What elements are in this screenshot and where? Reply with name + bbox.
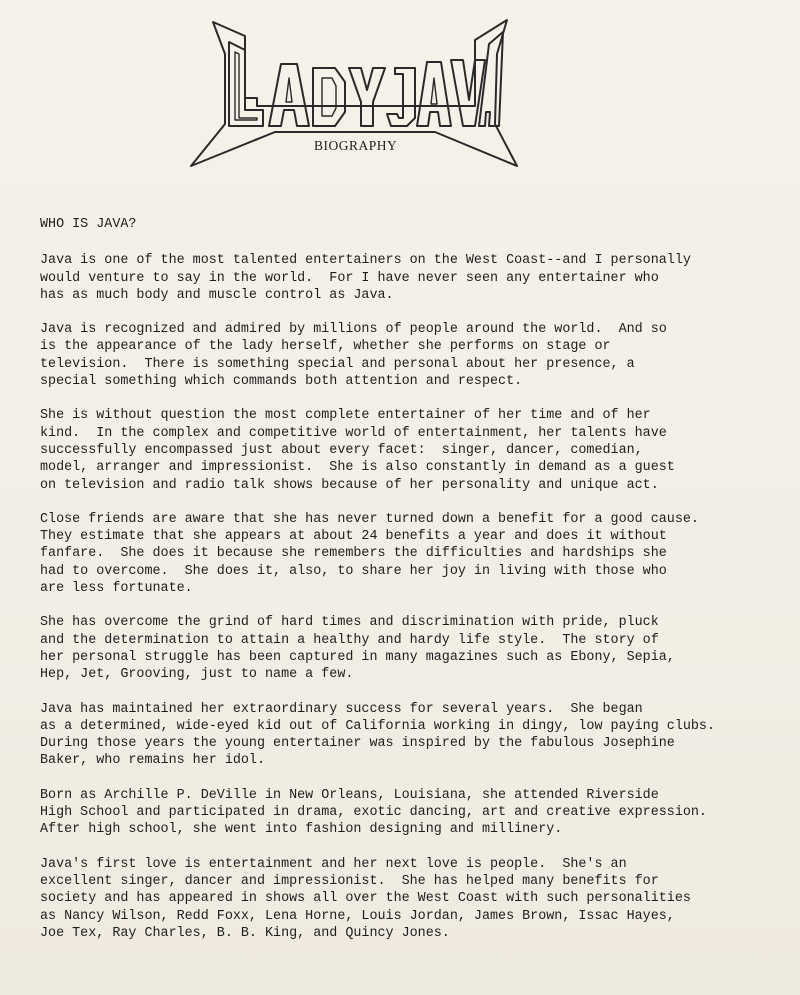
paragraph-line: has as much body and muscle control as Java. bbox=[40, 287, 394, 303]
paragraph-line: Java has maintained her extraordinary success for several years. She began bbox=[40, 701, 643, 717]
paragraph-line: television. There is something special and personal about her presence, a bbox=[40, 356, 635, 372]
biography-body bbox=[40, 216, 780, 959]
paragraph-line: They estimate that she appears at about 24 benefits a year and does it without bbox=[40, 529, 667, 545]
section-heading: WHO IS JAVA? bbox=[40, 217, 137, 232]
paragraph-line: model, arranger and impressionist. She is also constantly in demand as a guest bbox=[40, 460, 675, 476]
paragraph-line: Born as Archille P. DeVille in New Orleans, Louisiana, she attended Riverside bbox=[40, 787, 659, 803]
paragraph-line: special something which commands both attention and respect. bbox=[40, 374, 523, 390]
paragraph-line: as Nancy Wilson, Redd Foxx, Lena Horne, Louis Jordan, James Brown, Issac Hayes, bbox=[40, 908, 675, 924]
paragraph-line: is the appearance of the lady herself, whether she performs on stage or bbox=[40, 339, 611, 355]
paragraph-line: Java is recognized and admired by millions of people around the world. And so bbox=[40, 322, 667, 338]
paragraph-2 bbox=[40, 321, 780, 390]
paragraph-line: her personal struggle has been captured in many magazines such as Ebony, Sepia, bbox=[40, 649, 675, 665]
paragraph-line: After high school, she went into fashion designing and millinery. bbox=[40, 822, 563, 838]
paragraph-line: Joe Tex, Ray Charles, B. B. King, and Quincy Jones. bbox=[40, 925, 450, 941]
paragraph-line: and the determination to attain a healthy and hardy life style. The story of bbox=[40, 632, 659, 648]
paragraph-6 bbox=[40, 701, 780, 770]
paragraph-8 bbox=[40, 856, 780, 942]
paragraph-line: on television and radio talk shows because of her personality and unique act. bbox=[40, 477, 659, 493]
paragraph-line: She has overcome the grind of hard times and discrimination with pride, pluck bbox=[40, 615, 659, 631]
paragraph-5 bbox=[40, 614, 780, 683]
paragraph-3 bbox=[40, 407, 780, 493]
paragraph-7 bbox=[40, 787, 780, 839]
paragraph-line: as a determined, wide-eyed kid out of California working in dingy, low paying clubs. bbox=[40, 718, 715, 734]
paragraph-line: would venture to say in the world. For I have never seen any entertainer who bbox=[40, 270, 659, 286]
paragraph-line: are less fortunate. bbox=[40, 581, 193, 597]
paragraph-line: excellent singer, dancer and impressionist. She has helped many benefits for bbox=[40, 873, 659, 889]
paragraph-line: Close friends are aware that she has never turned down a benefit for a good cause. bbox=[40, 511, 699, 527]
paragraph-line: She is without question the most complete entertainer of her time and of her bbox=[40, 408, 651, 424]
paragraph-line: fanfare. She does it because she remembers the difficulties and hardships she bbox=[40, 546, 667, 562]
paragraph-line: During those years the young entertainer was inspired by the fabulous Josephine bbox=[40, 736, 675, 752]
paragraph-1 bbox=[40, 252, 780, 304]
paragraph-line: Hep, Jet, Grooving, just to name a few. bbox=[40, 667, 354, 683]
paragraph-line: Baker, who remains her idol. bbox=[40, 753, 265, 769]
paragraph-line: Java is one of the most talented entertainers on the West Coast--and I personally bbox=[40, 253, 691, 269]
document-subtitle: BIOGRAPHY bbox=[314, 138, 398, 153]
paragraph-line: kind. In the complex and competitive world of entertainment, her talents have bbox=[40, 425, 667, 441]
paragraph-line: had to overcome. She does it, also, to share her joy in living with those who bbox=[40, 563, 667, 579]
paragraph-line: High School and participated in drama, exotic dancing, art and creative expression. bbox=[40, 805, 707, 821]
paragraph-4 bbox=[40, 511, 780, 597]
paragraph-line: Java's first love is entertainment and her next love is people. She's an bbox=[40, 856, 627, 872]
paragraph-line: successfully encompassed just about every facet: singer, dancer, comedian, bbox=[40, 442, 643, 458]
paragraph-line: society and has appeared in shows all over the West Coast with such personalities bbox=[40, 891, 691, 907]
